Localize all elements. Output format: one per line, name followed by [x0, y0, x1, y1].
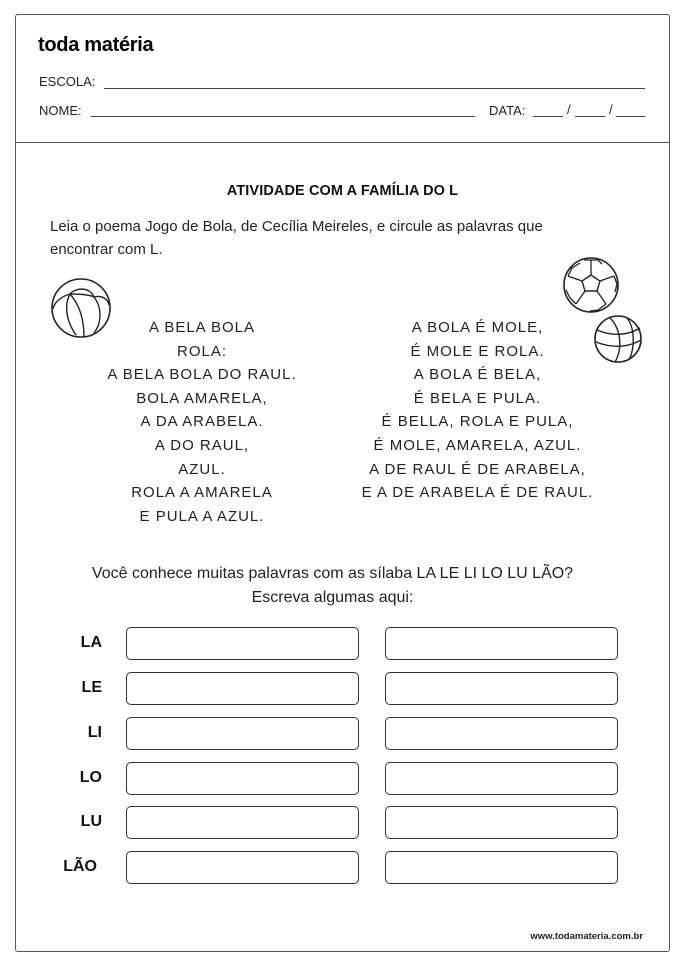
- poem-line: E A DE ARABELA É DE RAUL.: [361, 484, 594, 502]
- soccer-ball-icon: [562, 256, 620, 314]
- school-field[interactable]: [104, 88, 645, 89]
- syllable-label: LO: [79, 769, 102, 786]
- answer-box[interactable]: [126, 717, 359, 750]
- answer-box[interactable]: [126, 762, 359, 795]
- syllable-row-li: [0, 717, 685, 751]
- poem-line: A BELA BOLA DO RAUL.: [107, 366, 297, 384]
- syllable-label: LI: [87, 724, 102, 741]
- answer-box[interactable]: [126, 806, 359, 839]
- poem-line: A DE RAUL É DE ARABELA,: [369, 460, 586, 478]
- date-year-field[interactable]: [616, 116, 645, 117]
- date-month-field[interactable]: [575, 116, 605, 117]
- poem-line: A BELA BOLA: [148, 319, 256, 336]
- poem-stanza-right: [345, 316, 610, 505]
- syllable-label: LA: [80, 634, 102, 651]
- name-label: NOME:: [39, 103, 82, 118]
- poem-line: A DO RAUL,: [154, 436, 250, 454]
- footer-url: www.todamateria.com.br: [530, 931, 643, 942]
- name-field[interactable]: [91, 116, 475, 117]
- syllable-label: LÃO: [63, 858, 97, 875]
- syllable-row-lu: [0, 806, 685, 840]
- poem-line: E PULA A AZUL.: [139, 507, 265, 525]
- school-label: ESCOLA:: [39, 74, 96, 89]
- syllable-row-lo: [0, 762, 685, 796]
- poem-line: A BOLA É BELA,: [413, 366, 542, 384]
- activity-instructions: Leia o poema Jogo de Bola, de Cecília Meireles, e circule as palavras que encontrar com L.: [50, 218, 543, 258]
- poem-line: A DA ARABELA.: [140, 413, 264, 431]
- answer-box[interactable]: [126, 627, 359, 660]
- poem-line: É MOLE E ROLA.: [410, 342, 545, 360]
- answer-box[interactable]: [385, 627, 618, 660]
- poem-line: É MOLE, AMARELA, AZUL.: [373, 436, 582, 454]
- poem-line: É BELLA, ROLA E PULA,: [381, 413, 574, 431]
- answer-box[interactable]: [385, 762, 618, 795]
- poem-line: AZUL.: [178, 460, 226, 478]
- poem-stanza-left: [92, 316, 312, 528]
- poem-line: BOLA AMARELA,: [136, 389, 268, 407]
- question-text: [0, 562, 665, 610]
- question-line-1: Você conhece muitas palavras com as sílaba LA LE LI LO LU LÃO?: [91, 565, 574, 582]
- poem-line: É BELA E PULA.: [413, 389, 542, 407]
- date-day-field[interactable]: [533, 116, 563, 117]
- date-separator: /: [567, 102, 571, 117]
- syllable-row-la: [0, 627, 685, 661]
- answer-box[interactable]: [126, 672, 359, 705]
- question-line-2: Escreva algumas aqui:: [251, 589, 414, 606]
- syllable-row-le: [0, 672, 685, 706]
- answer-box[interactable]: [126, 851, 359, 884]
- poem-line: A BOLA É MOLE,: [411, 319, 544, 336]
- answer-box[interactable]: [385, 717, 618, 750]
- syllable-row-lao: [0, 851, 685, 885]
- poem-line: ROLA A AMARELA: [131, 484, 273, 502]
- syllable-label: LU: [80, 813, 102, 830]
- header-divider: [15, 142, 670, 143]
- answer-box[interactable]: [385, 851, 618, 884]
- answer-box[interactable]: [385, 806, 618, 839]
- poem-line: ROLA:: [176, 342, 227, 360]
- activity-title: ATIVIDADE COM A FAMÍLIA DO L: [226, 183, 459, 199]
- date-label: DATA:: [489, 103, 526, 118]
- answer-box[interactable]: [385, 672, 618, 705]
- date-separator: /: [609, 102, 613, 117]
- syllable-label: LE: [81, 679, 102, 696]
- brand-logo: toda matéria: [38, 34, 154, 56]
